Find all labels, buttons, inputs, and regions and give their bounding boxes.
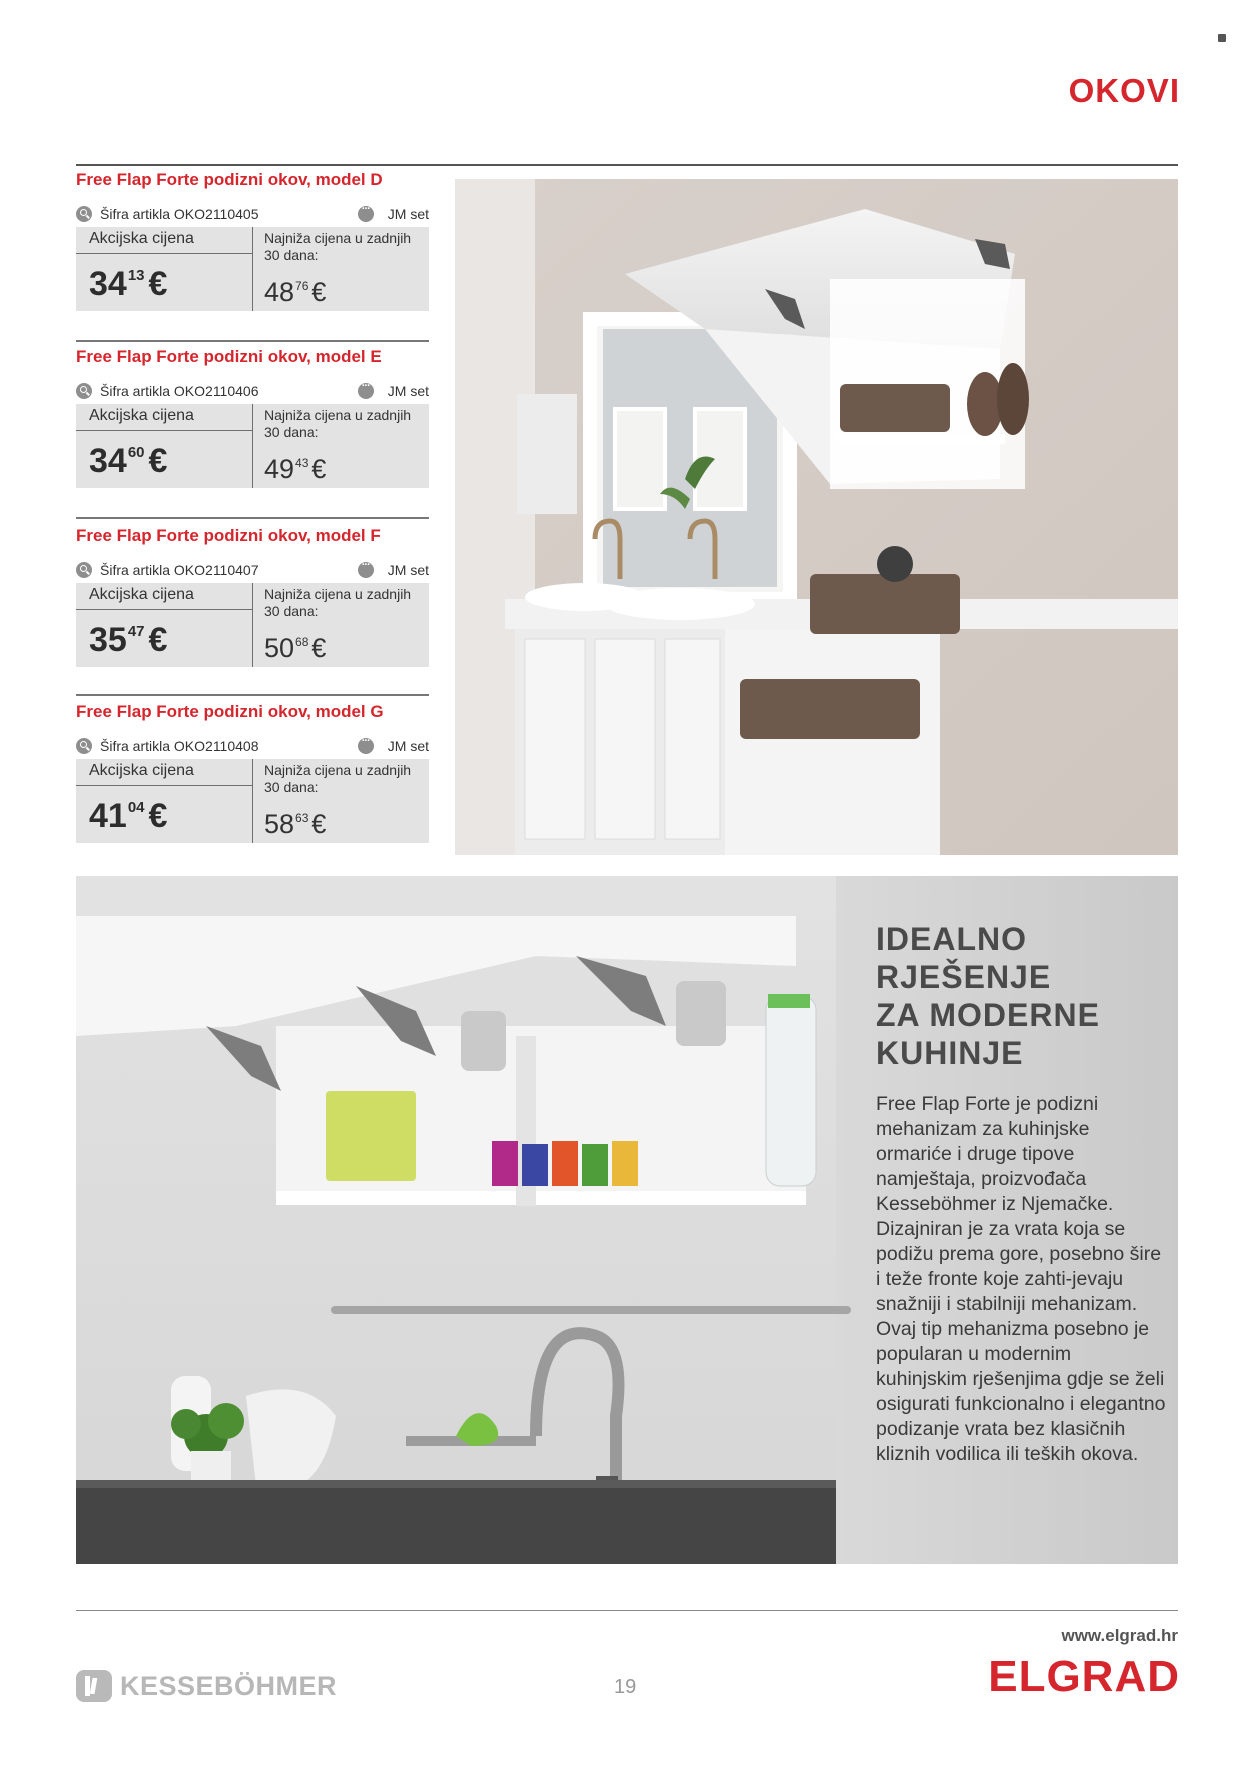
product-meta	[76, 206, 429, 226]
price-box	[76, 227, 429, 311]
unit-text: JM set	[387, 383, 429, 399]
product-card	[76, 345, 429, 488]
promo-price: 35 $^{47}$ €	[89, 621, 168, 659]
search-icon	[76, 206, 92, 222]
divider	[76, 517, 429, 519]
search-icon	[76, 562, 92, 578]
unit-text: JM set	[387, 562, 429, 578]
promo-price: 41 $^{04}$ €	[89, 797, 168, 835]
search-icon	[76, 738, 92, 754]
product-card	[76, 524, 429, 667]
product-meta	[76, 562, 429, 582]
unit-icon	[358, 206, 374, 222]
product-name: Free Flap Forte podizni okov, model G	[76, 702, 384, 721]
unit-icon	[358, 562, 374, 578]
product-meta	[76, 738, 429, 758]
kessebohmer-logo	[76, 1670, 337, 1702]
unit-text: JM set	[387, 206, 429, 222]
top-divider	[76, 164, 1178, 166]
footer-divider	[76, 1610, 1178, 1611]
elgrad-logo: ELGRAD	[988, 1652, 1180, 1701]
product-card	[76, 700, 429, 843]
unit-icon	[358, 383, 374, 399]
price-box	[76, 583, 429, 667]
product-name: Free Flap Forte podizni okov, model F	[76, 526, 381, 545]
product-name: Free Flap Forte podizni okov, model E	[76, 347, 382, 366]
promo-price: 34 $^{60}$ €	[89, 442, 168, 480]
page-number: 19	[614, 1676, 637, 1698]
product-card	[76, 168, 429, 311]
product-meta	[76, 383, 429, 403]
lowest-price-label: Najniža cijena u zadnjih 30 dana:	[264, 230, 412, 263]
lowest-price: 58 $^{63}$ €	[264, 809, 327, 839]
promo-price: 34 $^{13}$ €	[89, 265, 168, 303]
divider	[76, 694, 429, 696]
sku-text: Šifra artikla OKO2110408	[100, 738, 259, 754]
promo-price-label: Akcijska cijena	[76, 227, 252, 254]
bathroom-photo	[455, 179, 1178, 855]
promo-price-label: Akcijska cijena	[76, 583, 252, 610]
price-box	[76, 404, 429, 488]
search-icon	[76, 383, 92, 399]
sku-text: Šifra artikla OKO2110405	[100, 206, 259, 222]
unit-text: JM set	[387, 738, 429, 754]
lowest-price-label: Najniža cijena u zadnjih 30 dana:	[264, 407, 412, 440]
price-box	[76, 759, 429, 843]
promo-paragraph: Free Flap Forte je podizni mehanizam za kuhinjske ormariće i druge tipove namještaja, proizvođača Kesseböhmer iz Njemačke. Dizajniran je za vrata koja se podižu prema gore, posebno šire i teže fronte koje zahti-jevaju snažniji i stabilniji mehanizam.	[876, 1093, 1162, 1315]
lowest-price: 48 $^{76}$ €	[264, 277, 327, 307]
promo-paragraph: Ovaj tip mehanizma posebno je popularan u modernim kuhinjskim rješenjima gdje se želi osigurati funkcionalno i elegantno podizanje vrata bez klasičnih kliznih vodilica ili teških okova.	[876, 1318, 1166, 1465]
lowest-price-label: Najniža cijena u zadnjih 30 dana:	[264, 762, 412, 795]
lowest-price: 49 $^{43}$ €	[264, 454, 327, 484]
corner-mark	[1218, 34, 1226, 42]
lowest-price-label: Najniža cijena u zadnjih 30 dana:	[264, 586, 412, 619]
promo-price-label: Akcijska cijena	[76, 404, 252, 431]
sku-text: Šifra artikla OKO2110406	[100, 383, 259, 399]
section-title: OKOVI	[1068, 72, 1180, 109]
sku-text: Šifra artikla OKO2110407	[100, 562, 259, 578]
promo-heading: IDEALNO RJEŠENJE ZA MODERNE KUHINJE	[876, 921, 1100, 1071]
website-link[interactable]: www.elgrad.hr	[1061, 1626, 1178, 1645]
product-name: Free Flap Forte podizni okov, model D	[76, 170, 383, 189]
unit-icon	[358, 738, 374, 754]
promo-price-label: Akcijska cijena	[76, 759, 252, 786]
kessebohmer-wordmark: KESSEBÖHMER	[120, 1670, 338, 1701]
kessebohmer-logo-mark	[76, 1670, 112, 1702]
lowest-price: 50 $^{68}$ €	[264, 633, 327, 663]
promo-text-block	[876, 920, 1166, 1467]
divider	[76, 340, 429, 342]
